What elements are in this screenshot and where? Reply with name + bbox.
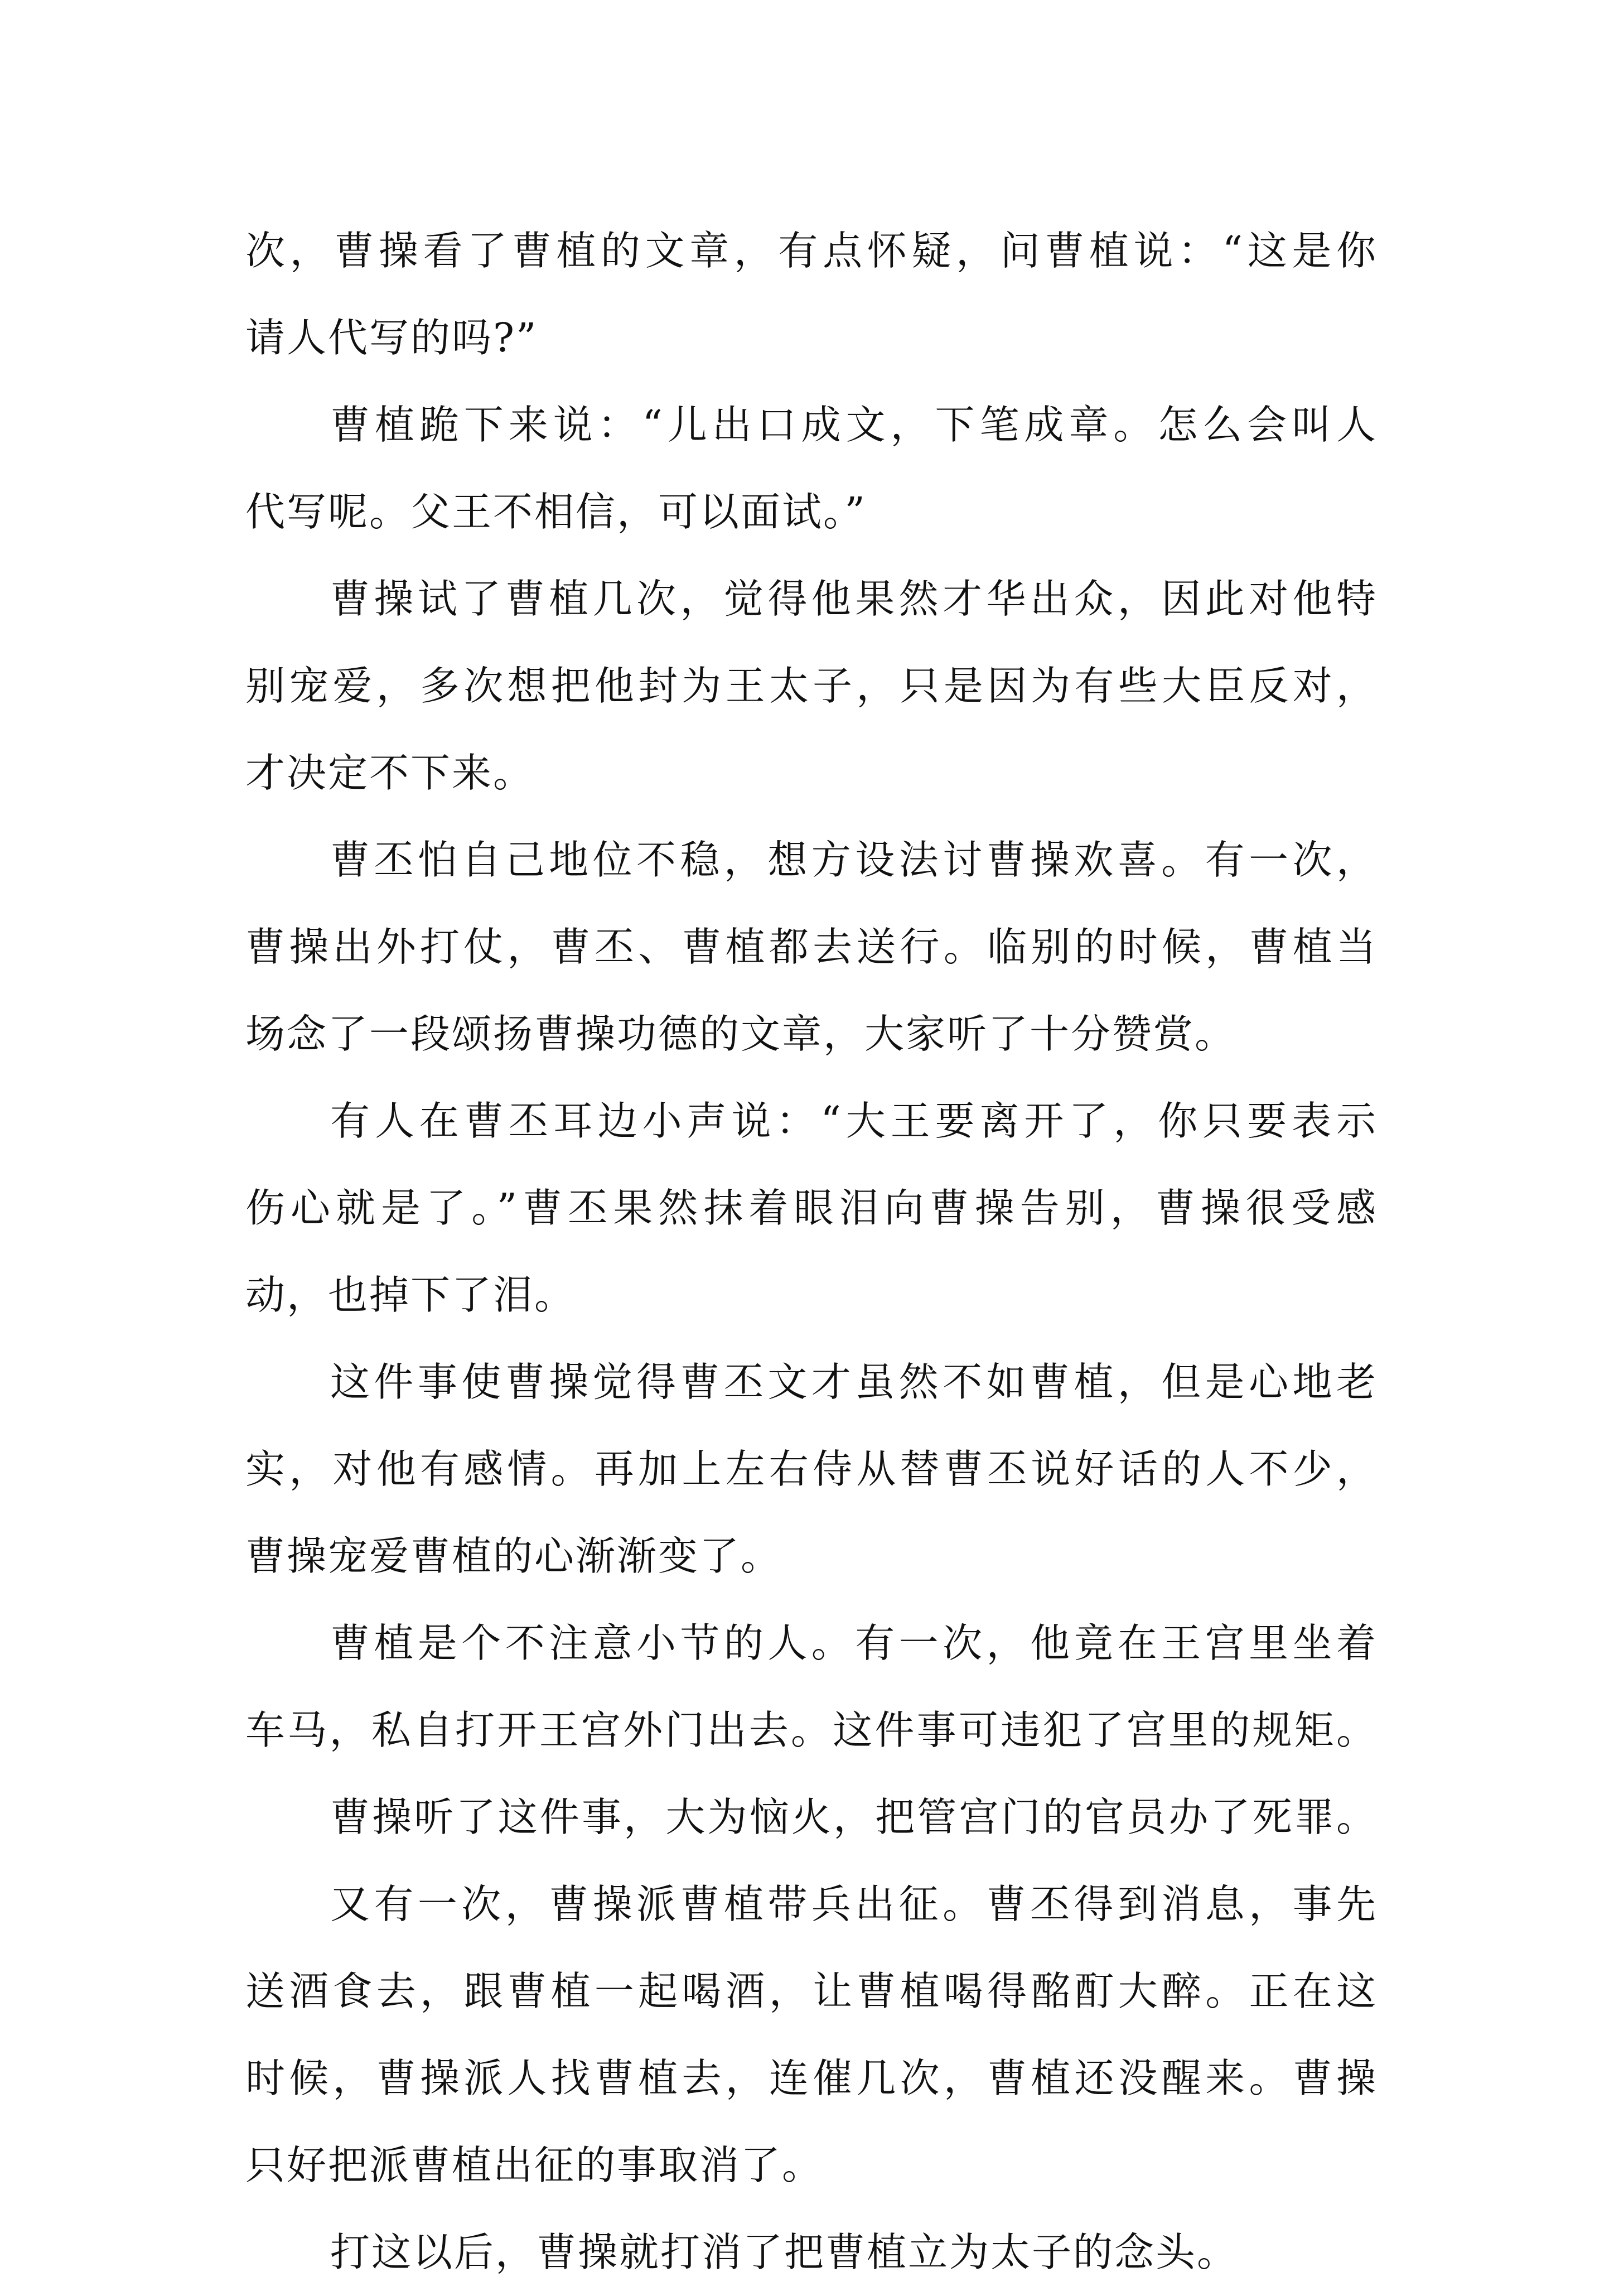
text-line: 曹植是个不注意小节的人。有一次，他竟在王宫里坐着 [330,1620,1378,1666]
text-line: 曹丕怕自己地位不稳，想方设法讨曹操欢喜。有一次， [330,837,1378,883]
text-line: 打这以后，曹操就打消了把曹植立为太子的念头。 [330,2229,1239,2275]
text-line: 才决定不下来。 [245,750,535,796]
text-line: 车马，私自打开王宫外门出去。这件事可违犯了宫里的规矩。 [245,1707,1378,1753]
text-line: 次，曹操看了曹植的文章，有点怀疑，问曹植说：“这是你 [245,228,1378,274]
text-line: 实，对他有感情。再加上左右侍从替曹丕说好话的人不少， [245,1446,1378,1492]
text-line: 这件事使曹操觉得曹丕文才虽然不如曹植，但是心地老 [330,1359,1378,1405]
text-line: 时候，曹操派人找曹植去，连催几次，曹植还没醒来。曹操 [245,2055,1378,2101]
text-line: 送酒食去，跟曹植一起喝酒，让曹植喝得酩酊大醉。正在这 [245,1968,1378,2014]
text-line: 只好把派曹植出征的事取消了。 [245,2142,824,2188]
text-line: 伤心就是了。”曹丕果然抹着眼泪向曹操告别，曹操很受感 [245,1185,1378,1231]
text-line: 曹操宠爱曹植的心渐渐变了。 [245,1533,782,1579]
text-line: 请人代写的吗?” [245,315,538,361]
text-line: 曹操试了曹植几次，觉得他果然才华出众，因此对他特 [330,576,1378,622]
text-line: 别宠爱，多次想把他封为王太子，只是因为有些大臣反对， [245,663,1378,709]
text-line: 场念了一段颂扬曹操功德的文章，大家听了十分赞赏。 [245,1011,1236,1057]
story-text [245,208,1378,2296]
text-line: 动，也掉下了泪。 [245,1272,576,1318]
text-line: 代写呢。父王不相信，可以面试。” [245,489,867,535]
text-line: 有人在曹丕耳边小声说：“大王要离开了，你只要表示 [330,1098,1378,1144]
text-line: 又有一次，曹操派曹植带兵出征。曹丕得到消息，事先 [330,1881,1378,1927]
text-line: 曹操出外打仗，曹丕、曹植都去送行。临别的时候，曹植当 [245,924,1378,970]
text-line: 曹植跪下来说：“儿出口成文，下笔成章。怎么会叫人 [330,402,1378,448]
text-line: 曹操听了这件事，大为恼火，把管宫门的官员办了死罪。 [330,1794,1378,1840]
